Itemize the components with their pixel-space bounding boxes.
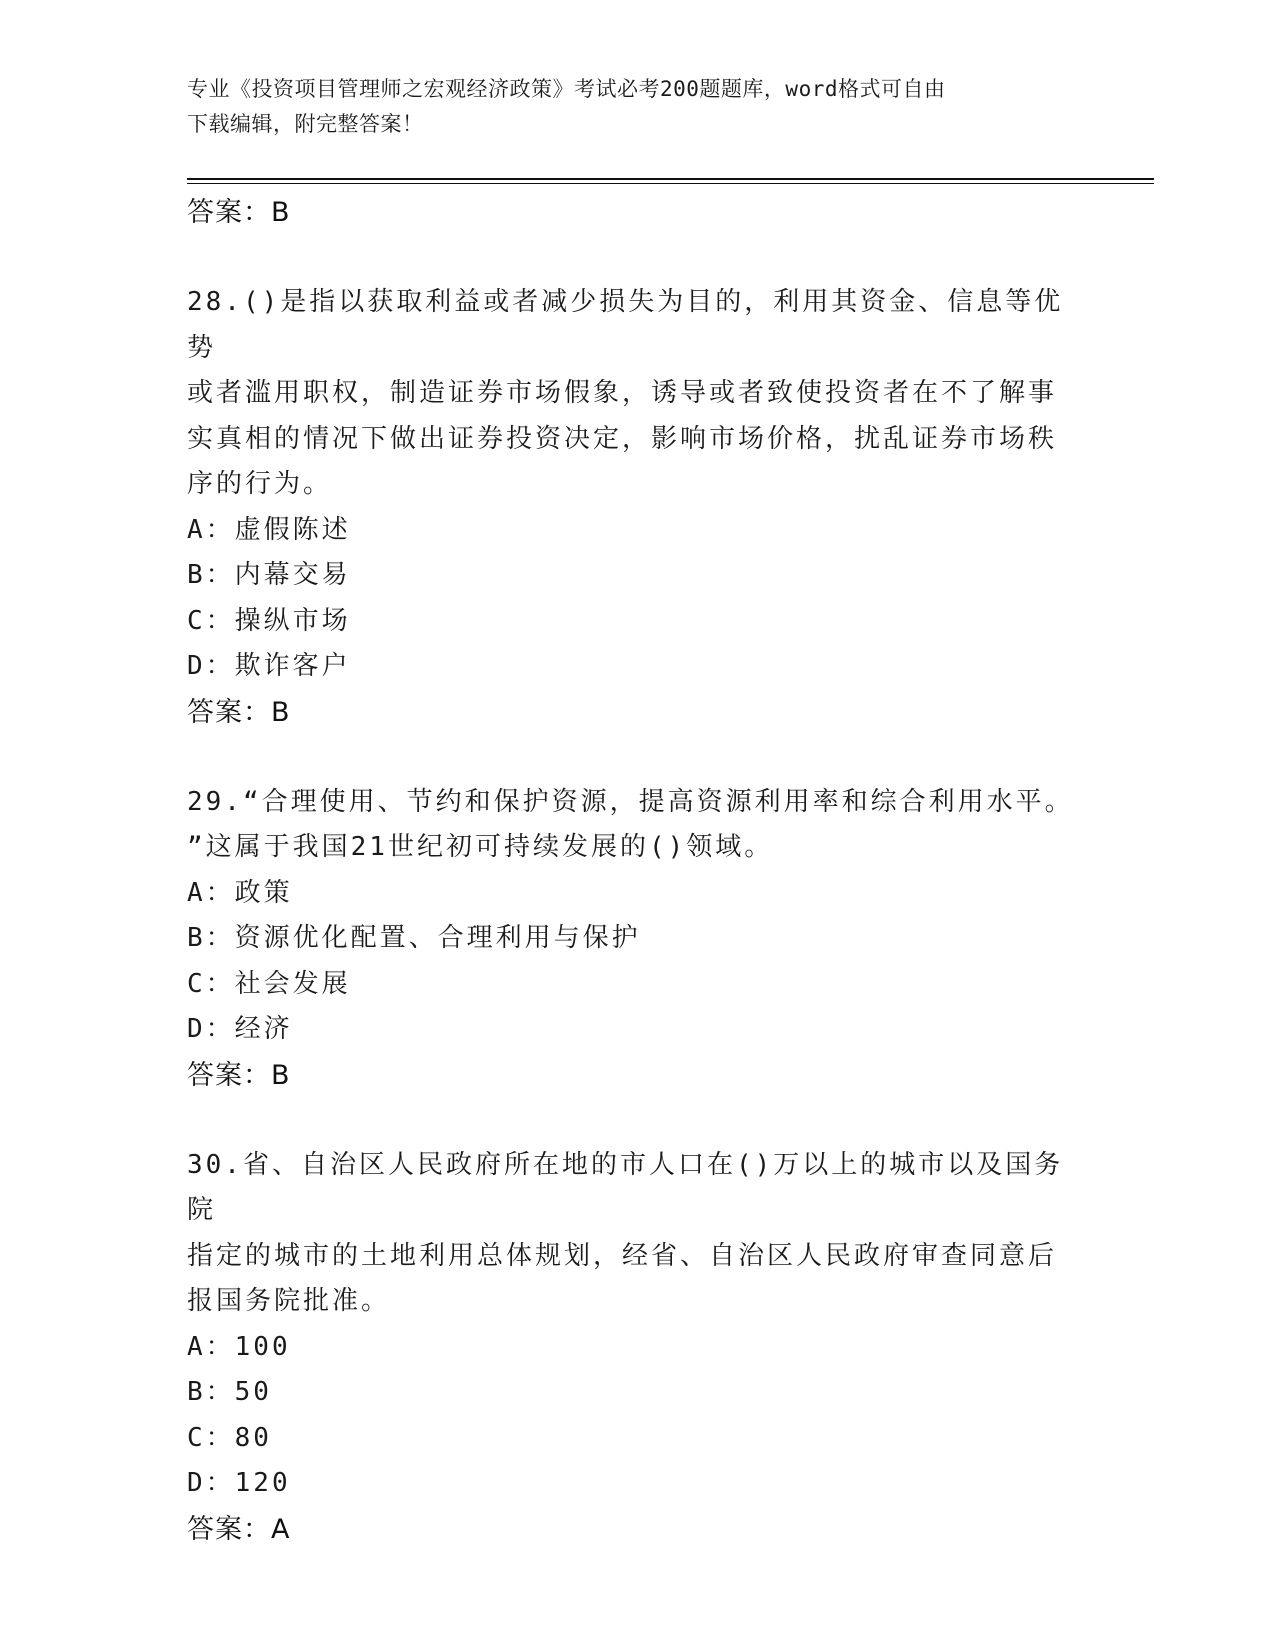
option-b: B：资源优化配置、合理利用与保护 — [187, 923, 641, 953]
question-text-line: 报国务院批准。 — [187, 1286, 391, 1316]
question-text-line: 序的行为。 — [187, 469, 333, 499]
question-text-line: 指定的城市的土地利用总体规划，经省、自治区人民政府审查同意后 — [187, 1240, 1058, 1271]
option-c: C：操纵市场 — [187, 605, 351, 636]
option-b: B：内幕交易 — [187, 560, 351, 590]
question-text-line: 30.省、自治区人民政府所在地的市人口在()万以上的城市以及国务院 — [187, 1149, 1064, 1225]
option-d: D：120 — [187, 1468, 291, 1498]
answer-line: 答案：B — [187, 1059, 291, 1091]
document-body — [187, 190, 1087, 1552]
option-a: A：100 — [187, 1331, 291, 1362]
question-text-line: 或者滥用职权，制造证券市场假象，诱导或者致使投资者在不了解事 — [187, 378, 1058, 408]
question-text-line: 29.“合理使用、节约和保护资源，提高资源利用率和综合利用水平。 — [187, 786, 1074, 817]
header-divider-thin — [187, 183, 1154, 184]
answer-line: 答案：B — [187, 696, 291, 728]
header-divider-thick — [187, 178, 1154, 180]
header-line-2: 下载编辑，附完整答案！ — [187, 112, 424, 136]
option-a: A：虚假陈述 — [187, 514, 351, 545]
question-block — [187, 1143, 1087, 1552]
option-d: D：欺诈客户 — [187, 651, 351, 681]
answer-line: 答案：B — [187, 197, 291, 228]
question-block — [187, 780, 1087, 1098]
question-text-line: 28.()是指以获取利益或者减少损失为目的，利用其资金、信息等优势 — [187, 287, 1064, 363]
option-d: D：经济 — [187, 1014, 293, 1044]
document-header — [187, 72, 1067, 142]
answer-line: 答案：A — [187, 1513, 291, 1545]
option-c: C：社会发展 — [187, 968, 351, 999]
option-b: B：50 — [187, 1377, 272, 1407]
question-text-line: ”这属于我国21世纪初可持续发展的()领域。 — [187, 832, 774, 862]
header-line-1: 专业《投资项目管理师之宏观经济政策》考试必考200题题库，word格式可自由 — [187, 77, 946, 101]
question-text-line: 实真相的情况下做出证券投资决定，影响市场价格，扰乱证券市场秩 — [187, 423, 1058, 454]
option-c: C：80 — [187, 1422, 272, 1453]
question-block — [187, 280, 1087, 735]
option-a: A：政策 — [187, 877, 293, 908]
